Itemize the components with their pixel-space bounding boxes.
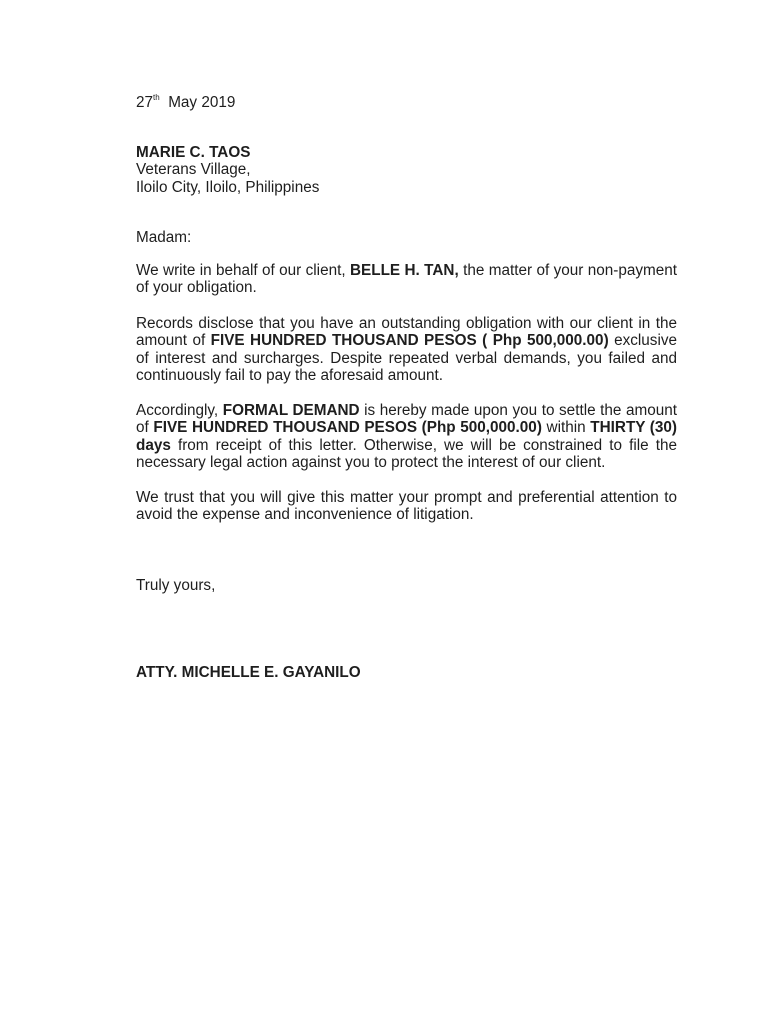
p2-text-c: exclusive of interest and surcharges. Despite repeated verbal demands, you failed and continuously fail to pay the aforesaid amount.: [136, 332, 678, 384]
letter-body: [136, 94, 677, 682]
date-suffix: th: [153, 93, 160, 102]
paragraph-4: We trust that you will give this matter your prompt and preferential attention to avoid the expense and inconvenience of litigation.: [136, 488, 677, 523]
salutation: Madam:: [136, 229, 192, 246]
closing: Truly yours,: [136, 576, 216, 594]
amount-bold-2: FIVE HUNDRED THOUSAND PESOS (Php 500,000.00): [153, 419, 542, 436]
date-month-year: May 2019: [168, 94, 236, 111]
p3-text-g: from receipt of this letter. Otherwise, we will be constrained to file the necessary legal action against you to protect the interest of our client.: [136, 436, 677, 471]
paragraph-2: [136, 315, 677, 385]
p3-text-c: is hereby made upon you to settle the amount of: [136, 401, 677, 436]
letter-date: [136, 94, 677, 112]
recipient-name: MARIE C. TAOS: [136, 143, 251, 161]
address-line-1: Veterans Village,: [136, 161, 251, 178]
paragraph-1: [136, 262, 677, 297]
p1-text-a: We write in behalf of our client,: [136, 261, 350, 279]
p3-text-e: within: [541, 419, 591, 436]
date-day: 27: [136, 94, 154, 111]
p2-text-a: Records disclose that you have an outstanding obligation with our client in the amount of: [136, 314, 677, 349]
deadline-bold: THIRTY (30) days: [136, 419, 678, 454]
amount-bold-1: FIVE HUNDRED THOUSAND PESOS ( Php 500,000.00): [210, 332, 609, 349]
signatory-name: ATTY. MICHELLE E. GAYANILO: [136, 664, 361, 681]
address-line-2: Iloilo City, Iloilo, Philippines: [136, 178, 320, 196]
paragraph-3: [136, 402, 677, 472]
recipient-block: [136, 144, 677, 197]
p3-text-a: Accordingly,: [136, 401, 223, 419]
formal-demand: FORMAL DEMAND: [222, 401, 360, 419]
client-name: BELLE H. TAN,: [349, 261, 459, 279]
p1-text-c: the matter of your non-payment of your obligation.: [136, 261, 677, 296]
